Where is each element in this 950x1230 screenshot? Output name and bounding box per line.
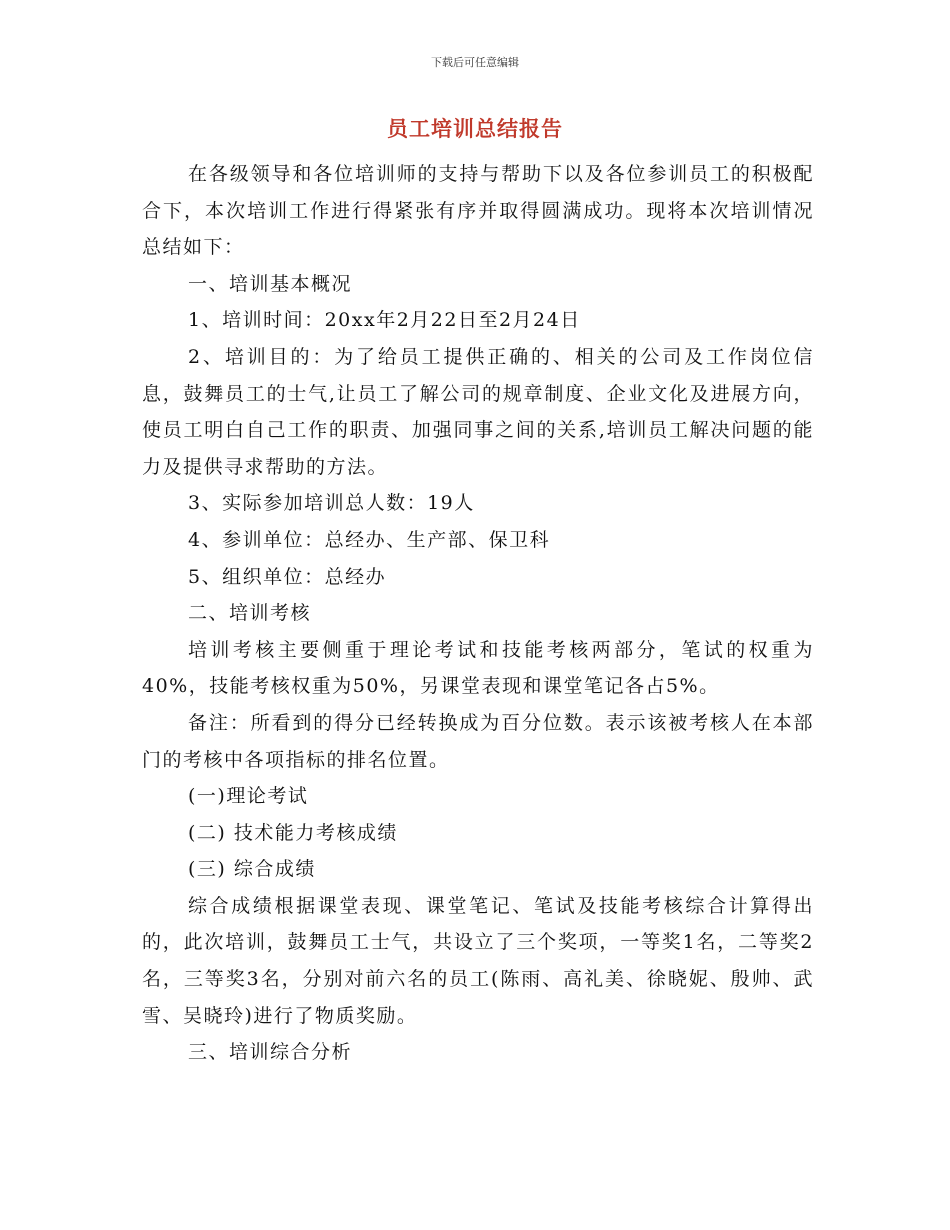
section-heading-analysis: 三、培训综合分析: [188, 1041, 353, 1064]
subsection-skill-assessment: (二) 技术能力考核成绩: [188, 821, 398, 844]
section-heading-assessment: 二、培训考核: [188, 602, 312, 625]
intro-paragraph: 在各级领导和各位培训师的支持与帮助下以及各位参训员工的积极配合下，本次培训工作进行得紧张有序并取得圆满成功。现将本次培训情况总结如下：: [142, 163, 814, 259]
section-heading-overview: 一、培训基本概况: [188, 272, 353, 295]
training-time: 1、培训时间：20xx年2月22日至2月24日: [188, 309, 581, 332]
header-note: 下载后可任意编辑: [431, 56, 519, 69]
document-title: 员工培训总结报告: [387, 117, 563, 141]
participating-units: 4、参训单位：总经办、生产部、保卫科: [188, 528, 551, 551]
participant-count: 3、实际参加培训总人数：19人: [188, 492, 475, 515]
overall-score-details: 综合成绩根据课堂表现、课堂笔记、笔试及技能考核综合计算得出的，此次培训，鼓舞员工士气，共设立了三个奖项，一等奖1名，二等奖2名，三等奖3名，分别对前六名的员工(陈雨、高礼美、徐晓妮、殷帅、武雪、吴晓玲)进行了物质奖励。: [142, 894, 814, 1027]
organizing-unit: 5、组织单位：总经办: [188, 565, 387, 588]
subsection-overall-score: (三) 综合成绩: [188, 858, 316, 881]
training-purpose: 2、培训目的：为了给员工提供正确的、相关的公司及工作岗位信息，鼓舞员工的士气,让员工了解公司的规章制度、企业文化及进展方向，使员工明白自己工作的职责、加强同事之间的关系,培训员工解决问题的能力及提供寻求帮助的方法。: [142, 345, 814, 478]
document-body: [142, 156, 814, 1071]
assessment-weights: 培训考核主要侧重于理论考试和技能考核两部分，笔试的权重为40%，技能考核权重为50%，另课堂表现和课堂笔记各占5%。: [142, 638, 814, 698]
subsection-theory-exam: (一)理论考试: [188, 785, 309, 808]
assessment-note: 备注：所看到的得分已经转换成为百分位数。表示该被考核人在本部门的考核中各项指标的排名位置。: [142, 711, 814, 771]
